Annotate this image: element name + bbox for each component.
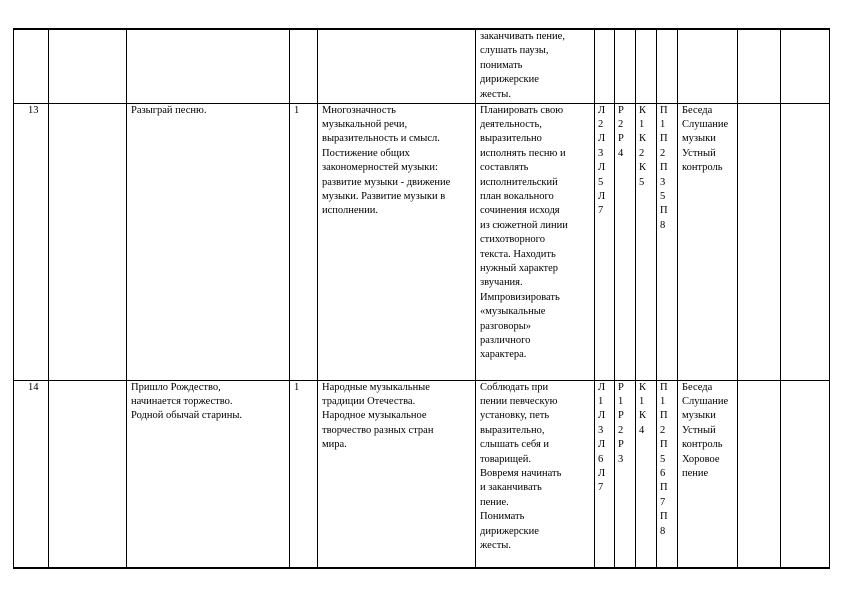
cell-cognitive-results [657,29,678,103]
cell-content [318,29,476,103]
table-row-continuation [14,29,830,103]
cell-empty [738,380,781,568]
table-row-lesson-14 [14,380,830,568]
cell-empty [738,29,781,103]
cell-control-forms [678,29,738,103]
cell-regulatory-results: Р 1 Р 2 Р 3 [615,380,636,568]
cell-lesson-title [127,29,290,103]
cell-personal-results: Л 1 Л 3 Л 6 Л 7 [595,380,615,568]
cell-empty [49,380,127,568]
cell-empty [781,380,830,568]
cell-regulatory-results: Р 2 Р 4 [615,103,636,380]
cell-personal-results: Л 2 Л 3 Л 5 Л 7 [595,103,615,380]
cell-control-forms: Беседа Слушание музыки Устный контроль Хоровое пение [678,380,738,568]
cell-communicative-results: К 1 К 4 [636,380,657,568]
cell-empty [781,103,830,380]
table-row-lesson-13 [14,103,830,380]
cell-hours: 1 [290,380,318,568]
cell-personal-results [595,29,615,103]
cell-lesson-title: Разыграй песню. [127,103,290,380]
cell-cognitive-results: П 1 П 2 П 5 6 П 7 П 8 [657,380,678,568]
cell-activities: заканчивать пение, слушать паузы, понимать дирижерские жесты. [476,29,595,103]
cell-content: Многозначность музыкальной речи, выразительность и смысл. Постижение общих закономерностей музыки: развитие музыки - движение музыки. Развитие музыки в исполнении. [318,103,476,380]
cell-communicative-results: К 1 К 2 К 5 [636,103,657,380]
cell-activities: Соблюдать при пении певческую установку, петь выразительно, слышать себя и товарищей. Вовремя начинать и заканчивать пение. Понимать дирижерские жесты. [476,380,595,568]
cell-hours: 1 [290,103,318,380]
cell-control-forms: Беседа Слушание музыки Устный контроль [678,103,738,380]
cell-empty [49,29,127,103]
cell-hours [290,29,318,103]
cell-empty [738,103,781,380]
cell-activities: Планировать свою деятельность, выразительно исполнять песню и составлять исполнительский план вокального сочинения исходя из сюжетной линии стихотворного текста. Находить нужный характер звучания. Импровизировать «музыкальные разговоры» различного характера. [476,103,595,380]
cell-empty [781,29,830,103]
cell-number: 14 [14,380,49,568]
cell-content: Народные музыкальные традиции Отечества. Народное музыкальное творчество разных стран мира. [318,380,476,568]
cell-cognitive-results: П 1 П 2 П 3 5 П 8 [657,103,678,380]
cell-lesson-title: Пришло Рождество, начинается торжество. Родной обычай старины. [127,380,290,568]
cell-communicative-results [636,29,657,103]
cell-regulatory-results [615,29,636,103]
lesson-plan-table [13,28,830,569]
cell-number [14,29,49,103]
cell-number: 13 [14,103,49,380]
cell-empty [49,103,127,380]
